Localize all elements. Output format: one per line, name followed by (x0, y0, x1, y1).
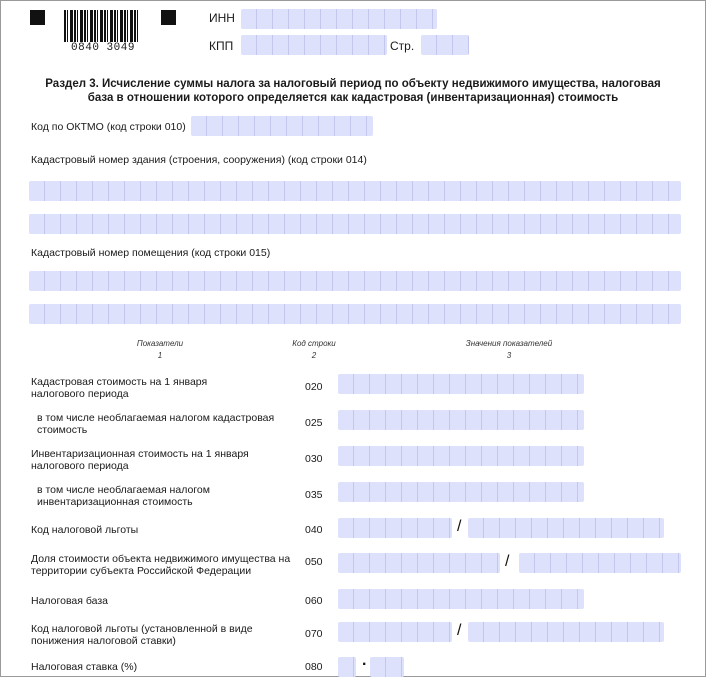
page-field[interactable] (421, 35, 469, 55)
barcode (64, 10, 140, 44)
section-title-line2: база в отношении которого определяется как кадастровая (инвентаризационная) стоимость (87, 92, 619, 104)
room-cadastral-field-2[interactable] (29, 304, 681, 324)
page-label: Стр. (390, 39, 415, 53)
room-cadastral-field-1[interactable] (29, 271, 681, 291)
row-025-field[interactable] (338, 410, 584, 430)
row-060-field[interactable] (338, 589, 584, 609)
row-035-field[interactable] (338, 482, 584, 502)
building-cadastral-label: Кадастровый номер здания (строения, сооружения) (код строки 014) (31, 154, 367, 166)
row-050-field-a[interactable] (338, 553, 500, 573)
row-020-code: 020 (305, 381, 323, 393)
row-035-label: в том числе необлагаемая налогом инвентаризационная стоимость (37, 484, 210, 508)
row-080-decimal-point: . (362, 652, 367, 669)
row-035-code: 035 (305, 489, 323, 501)
col-header-line-code-text: Код строки (292, 339, 336, 348)
row-070-code: 070 (305, 628, 323, 640)
oktmo-field[interactable] (191, 116, 373, 136)
row-020-field[interactable] (338, 374, 584, 394)
col-header-values-text: Значения показателей (465, 339, 553, 348)
col-header-line-code (279, 339, 349, 360)
row-025-code: 025 (305, 417, 323, 429)
row-050-label: Доля стоимости объекта недвижимого имущества на территории субъекта Российской Федерации (31, 553, 291, 577)
row-040-code: 040 (305, 524, 323, 536)
row-030-label: Инвентаризационная стоимость на 1 января налогового периода (31, 448, 249, 472)
col-header-line-code-num: 2 (311, 351, 317, 360)
col-header-values-num: 3 (506, 351, 512, 360)
row-050-code: 050 (305, 556, 323, 568)
row-040-label: Код налоговой льготы (31, 524, 139, 536)
row-050-field-b[interactable] (519, 553, 681, 573)
row-080-field-fraction[interactable] (370, 657, 404, 677)
section-title-line1: Раздел 3. Исчисление суммы налога за налоговый период по объекту недвижимого имущества, налоговая (45, 78, 661, 90)
registration-marker-right (161, 10, 176, 25)
row-060-code: 060 (305, 595, 323, 607)
room-cadastral-label: Кадастровый номер помещения (код строки 015) (31, 247, 271, 259)
building-cadastral-field-1[interactable] (29, 181, 681, 201)
col-header-indicators-num: 1 (157, 351, 163, 360)
row-040-field-a[interactable] (338, 518, 452, 538)
col-header-indicators-text: Показатели (136, 339, 184, 348)
row-020-label: Кадастровая стоимость на 1 января налогового периода (31, 376, 208, 400)
registration-marker-left (30, 10, 45, 25)
row-025-label: в том числе необлагаемая налогом кадастровая стоимость (37, 412, 275, 436)
col-header-values (450, 339, 568, 360)
row-050-separator: / (505, 553, 510, 570)
row-040-separator: / (457, 518, 462, 535)
row-070-field-a[interactable] (338, 622, 452, 642)
building-cadastral-field-2[interactable] (29, 214, 681, 234)
barcode-number: 0840 3049 (64, 42, 142, 54)
col-header-indicators (110, 339, 210, 360)
oktmo-label: Код по ОКТМО (код строки 010) (31, 121, 186, 133)
kpp-field[interactable] (241, 35, 387, 55)
row-070-field-b[interactable] (468, 622, 664, 642)
row-080-code: 080 (305, 661, 323, 673)
row-040-field-b[interactable] (468, 518, 664, 538)
kpp-label: КПП (209, 39, 234, 53)
row-060-label: Налоговая база (31, 595, 108, 607)
row-030-code: 030 (305, 453, 323, 465)
row-070-label: Код налоговой льготы (установленной в виде понижения налоговой ставки) (31, 623, 253, 647)
section-title (20, 77, 686, 105)
inn-label: ИНН (209, 11, 235, 25)
row-070-separator: / (457, 622, 462, 639)
row-030-field[interactable] (338, 446, 584, 466)
row-080-field-integer[interactable] (338, 657, 356, 677)
inn-field[interactable] (241, 9, 437, 29)
row-080-label: Налоговая ставка (%) (31, 661, 138, 673)
